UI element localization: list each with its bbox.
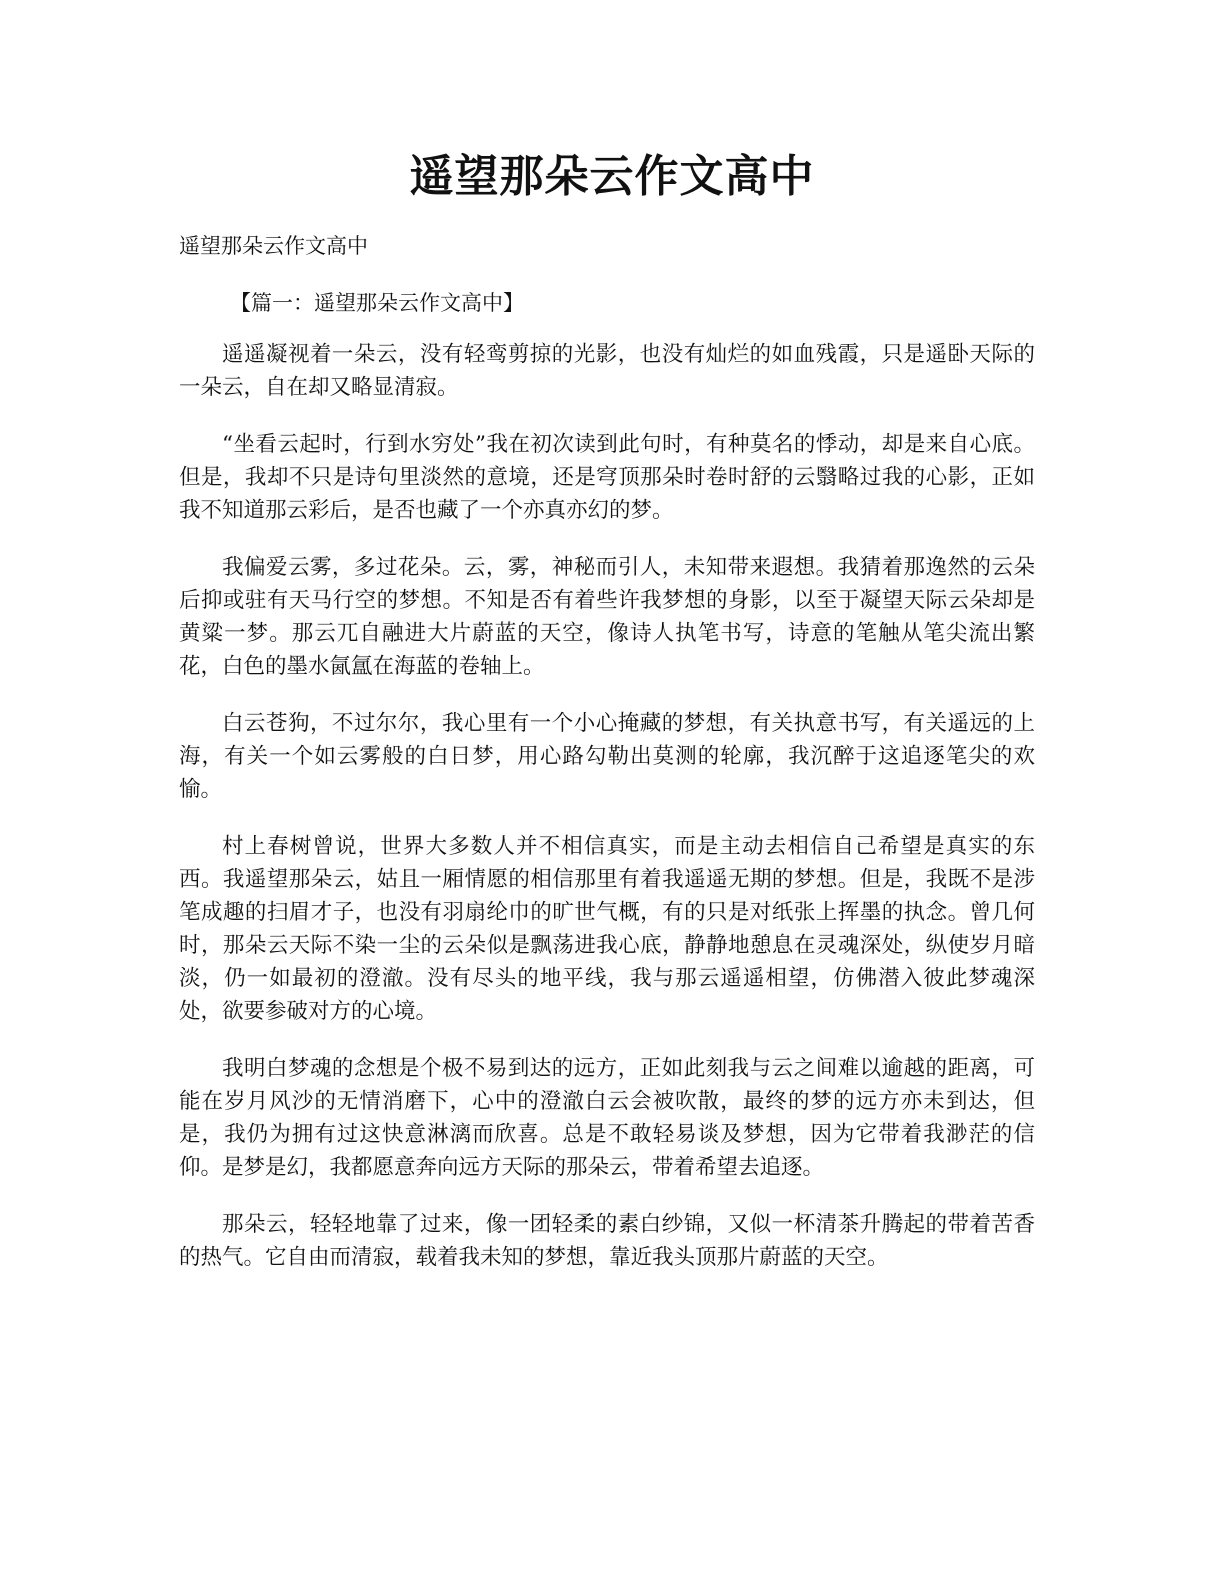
paragraph: 村上春树曾说，世界大多数人并不相信真实，而是主动去相信自己希望是真实的东西。我遥望那朵云，姑且一厢情愿的相信那里有着我遥遥无期的梦想。但是，我既不是涉笔成趣的扫眉才子，也没有羽扇纶巾的旷世气概，有的只是对纸张上挥墨的执念。曾几何时，那朵云天际不染一尘的云朵似是飘荡进我心底，静静地憩息在灵魂深处，纵使岁月暗淡，仍一如最初的澄澈。没有尽头的地平线，我与那云遥遥相望，仿佛潜入彼此梦魂深处，欲要参破对方的心境。 bbox=[179, 834, 1035, 1024]
paragraph: 白云苍狗，不过尔尔，我心里有一个小心掩藏的梦想，有关执意书写，有关遥远的上海，有关一个如云雾般的白日梦，用心路勾勒出莫测的轮廓，我沉醉于这追逐笔尖的欢愉。 bbox=[179, 711, 1035, 802]
document-body bbox=[179, 338, 1035, 1298]
page-title: 遥望那朵云作文高中 bbox=[409, 151, 815, 202]
section-heading: 【篇一：遥望那朵云作文高中】 bbox=[230, 291, 524, 315]
paragraph: 遥遥凝视着一朵云，没有轻鸾剪掠的光影，也没有灿烂的如血残霞，只是遥卧天际的一朵云，自在却又略显清寂。 bbox=[179, 342, 1035, 400]
paragraph: 那朵云，轻轻地靠了过来，像一团轻柔的素白纱锦，又似一杯清茶升腾起的带着苦香的热气。它自由而清寂，载着我未知的梦想，靠近我头顶那片蔚蓝的天空。 bbox=[179, 1212, 1035, 1270]
paragraph: 我偏爱云雾，多过花朵。云，雾，神秘而引人，未知带来遐想。我猜着那逸然的云朵后抑或驻有天马行空的梦想。不知是否有着些许我梦想的身影，以至于凝望天际云朵却是黄粱一梦。那云兀自融进大片蔚蓝的天空，像诗人执笔书写，诗意的笔触从笔尖流出繁花，白色的墨水氤氲在海蓝的卷轴上。 bbox=[179, 555, 1035, 679]
document-subtitle: 遥望那朵云作文高中 bbox=[179, 234, 368, 258]
paragraph: “坐看云起时，行到水穷处”我在初次读到此句时，有种莫名的悸动，却是来自心底。但是，我却不只是诗句里淡然的意境，还是穹顶那朵时卷时舒的云翳略过我的心影，正如我不知道那云彩后，是否也藏了一个亦真亦幻的梦。 bbox=[179, 432, 1035, 523]
paragraph: 我明白梦魂的念想是个极不易到达的远方，正如此刻我与云之间难以逾越的距离，可能在岁月风沙的无情消磨下，心中的澄澈白云会被吹散，最终的梦的远方亦未到达，但是，我仍为拥有过这快意淋漓而欣喜。总是不敢轻易谈及梦想，因为它带着我渺茫的信仰。是梦是幻，我都愿意奔向远方天际的那朵云，带着希望去追逐。 bbox=[179, 1056, 1035, 1180]
